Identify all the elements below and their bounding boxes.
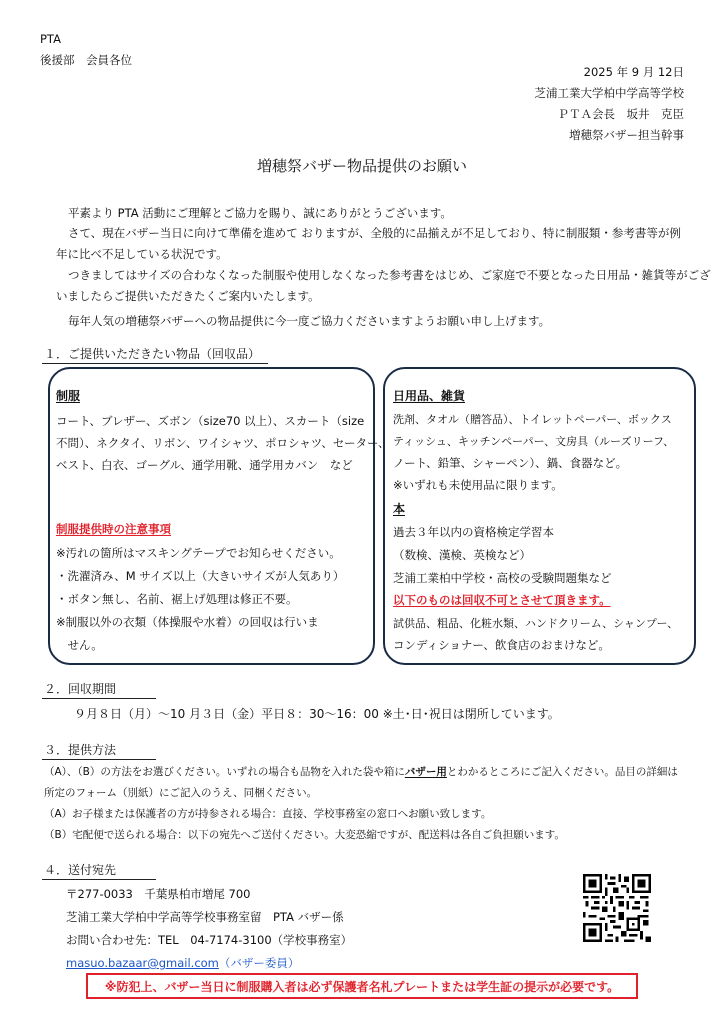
recipient-line-2: 後援部 会員各位 <box>40 53 132 67</box>
postal-address: 〒277-0033 千葉県柏市増尾 700 <box>66 887 251 901</box>
not-collected-line-1: 試供品、粗品、化粧水類、ハンドクリーム、シャンプー、 <box>393 617 679 630</box>
uniform-line-1: コート、ブレザー、ズボン（size70 以上）、スカート（size <box>56 414 365 428</box>
intro-line-2: さて、現在バザー当日に向けて準備を進めて おりますが、全般的に品揃えが不足しており、特に制服類・参考書等が例 <box>68 226 681 240</box>
caution-heading: 制服提供時の注意事項 <box>56 522 171 536</box>
uniform-line-2: 不問）、ネクタイ、リボン、ワイシャツ、ポロシャツ、セーター、 <box>56 436 390 450</box>
intro-line-3: 年に比べ不足している状況です。 <box>56 247 228 261</box>
school-name: 芝浦工業大学柏中学高等学校 <box>534 86 684 100</box>
pta-chair: ＰＴＡ会長 坂井 克臣 <box>557 107 684 121</box>
intro-line-1: 平素より PTA 活動にご理解とご協力を賜り、誠にありがとうございます。 <box>68 206 452 220</box>
section-4-heading: ４．送付宛先 <box>44 863 117 877</box>
method-option-a: （A）お子様または保護者の方が持参される場合：直接、学校事務室の窓口へお願い致します。 <box>44 808 492 820</box>
office-address: 芝浦工業大学柏中学高等学校事務室留 PTA バザー係 <box>66 910 344 924</box>
page-title: 増穂祭バザー物品提供のお願い <box>256 157 467 175</box>
collection-period: ９月８日（月）～10 月３日（金）平日８：30～16：00 ※土･日･祝日は閉所しています。 <box>74 707 560 721</box>
caution-line-3: ・ボタン無し、名前、裾上げ処理は修正不要。 <box>56 592 298 606</box>
caution-line-2: ・洗濯済み、M サイズ以上（大きいサイズが人気あり） <box>56 569 345 583</box>
section-2-rule <box>42 698 156 699</box>
books-line-3: 芝浦工業柏中学校・高校の受験問題集など <box>393 571 612 585</box>
books-line-2: （数検、漢検、英検など） <box>393 548 531 562</box>
method-line-1: （A）、（B）の方法をお選びください。いずれの場合も品物を入れた袋や箱にバザー用とわかるところにご記入ください。品目の詳細は <box>44 766 678 778</box>
daily-line-4: ※いずれも未使用品に限ります。 <box>393 478 563 492</box>
intro-line-6: 毎年人気の増穂祭バザーへの物品提供に今一度ご協力くださいますようお願い申し上げます。 <box>68 314 551 328</box>
daily-line-1: 洗剤、タオル（贈答品）、トイレットペーパー、ボックス <box>393 413 672 426</box>
intro-line-4: つきましてはサイズの合わなくなった制服や使用しなくなった参考書をはじめ、ご家庭で不要となった日用品・雑貨等がござ <box>68 268 711 282</box>
daily-line-3: ノート、鉛筆、シャーペン）、鍋、食器など。 <box>393 456 628 470</box>
daily-goods-heading: 日用品、雑貨 <box>393 389 466 403</box>
contact-email-line <box>66 955 299 971</box>
not-collected-heading: 以下のものは回収不可とさせて頂きます。 <box>393 593 611 607</box>
caution-line-4: ※制服以外の衣類（体操服や水着）の回収は行いま <box>56 615 319 629</box>
method-line-2: 所定のフォーム（別紙）にご記入のうえ、同梱ください。 <box>44 787 318 799</box>
contact-phone: お問い合わせ先：TEL 04-7174-3100（学校事務室） <box>66 933 353 947</box>
section-2-heading: ２．回収期間 <box>44 682 117 696</box>
section-4-rule <box>42 879 156 880</box>
section-1-rule <box>42 363 268 364</box>
books-heading: 本 <box>393 502 406 516</box>
bazaar-use-label: バザー用 <box>404 766 447 778</box>
email-note: （バザー委員） <box>218 956 300 970</box>
not-collected-line-2: コンディショナー、飲食店のおまけなど。 <box>393 638 610 652</box>
email-link[interactable]: masuo.bazaar@gmail.com <box>66 956 219 970</box>
intro-line-5: いましたらご提供いただきたくご案内いたします。 <box>56 289 320 303</box>
daily-line-2: ティッシュ、キッチンペーパー、文房具（ルーズリーフ、 <box>393 435 675 448</box>
uniform-heading: 制服 <box>56 389 81 403</box>
caution-line-1: ※汚れの箇所はマスキングテープでお知らせください。 <box>56 546 341 560</box>
uniform-line-3: ベスト、白衣、ゴーグル、通学用靴、通学用カバン など <box>56 458 353 472</box>
recipient-line-1: PTA <box>40 32 61 46</box>
section-1-heading: １．ご提供いただきたい物品（回収品） <box>44 347 261 361</box>
method-option-b: （B）宅配便で送られる場合：以下の宛先へご送付ください。大変恐縮ですが、配送料は各自ご負担願います。 <box>44 829 565 841</box>
issue-date: 2025 年 9 月 12日 <box>583 65 684 79</box>
books-line-1: 過去３年以内の資格検定学習本 <box>393 525 554 539</box>
security-notice: ※防犯上、バザー当日に制服購入者は必ず保護者名札プレートまたは学生証の提示が必要です。 <box>86 973 638 999</box>
section-3-rule <box>42 759 156 760</box>
qr-code-icon <box>583 874 651 942</box>
section-3-heading: ３．提供方法 <box>44 743 117 757</box>
caution-line-5: せん。 <box>56 638 103 652</box>
bazaar-officer: 増穂祭バザー担当幹事 <box>569 128 684 142</box>
